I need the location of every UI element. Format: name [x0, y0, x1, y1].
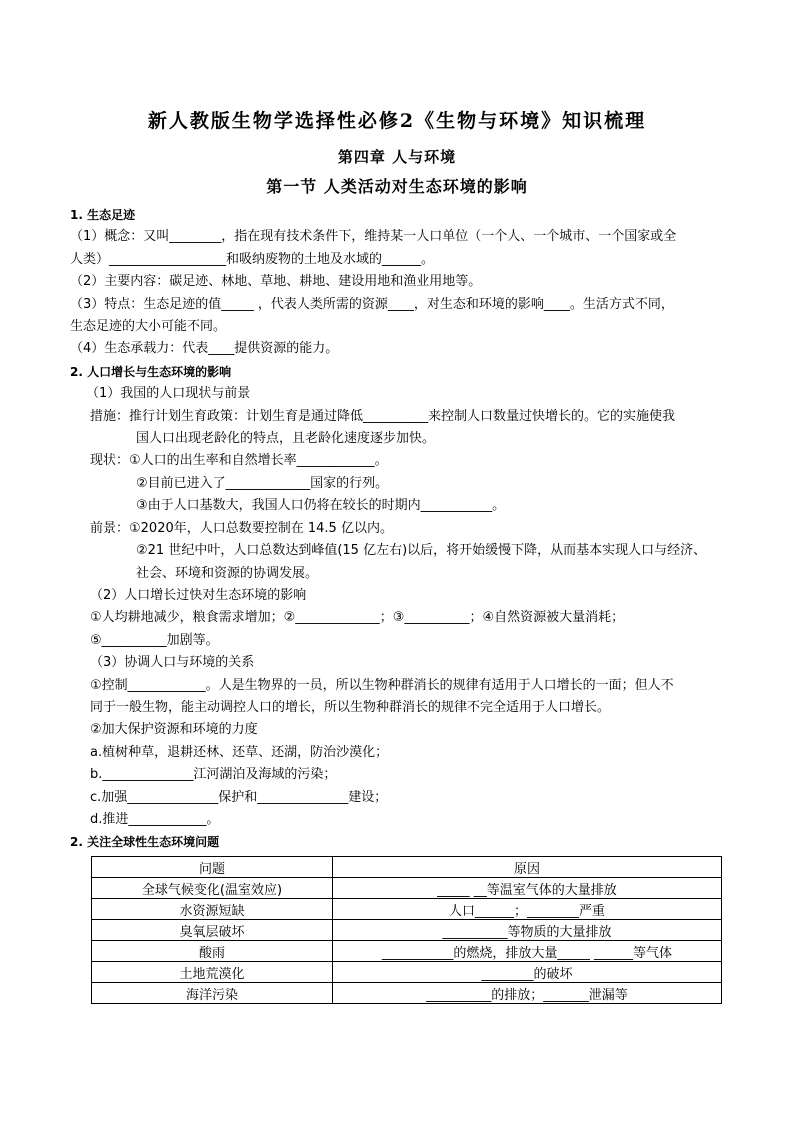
- subheading: （1）我国的人口现状与前景: [86, 386, 251, 402]
- paragraph-line: ⑤__________加剧等。: [90, 632, 219, 648]
- paragraph-line: （4）生态承载力：代表____提供资源的能力。: [70, 341, 339, 357]
- subheading: （3）协调人口与环境的关系: [90, 655, 255, 671]
- paragraph-line: ②21 世纪中叶，人口总数达到峰值(15 亿左右)以后，将开始缓慢下降，从而基本实现人口与经济、: [136, 543, 707, 559]
- column-header-cause: 原因: [333, 857, 722, 878]
- global-issues-table: [91, 856, 722, 1004]
- paragraph-line: 国人口出现老龄化的特点，且老龄化速度逐步加快。: [136, 431, 436, 447]
- heading-ecological-footprint: 1. 生态足迹: [70, 208, 136, 222]
- issue-cell: 酸雨: [92, 941, 333, 962]
- paragraph-line: 措施：推行计划生育政策：计划生育是通过降低__________来控制人口数量过快增长的。它的实施使我: [90, 408, 676, 424]
- column-header-issue: 问题: [92, 857, 333, 878]
- cause-cell: ________的破坏: [333, 962, 722, 983]
- list-item: d.推进____________。: [90, 811, 220, 827]
- paragraph-line: ①人均耕地减少，粮食需求增加；②_____________；③__________；④自然资源被大量消耗；: [90, 610, 625, 626]
- table-row: [92, 962, 722, 983]
- paragraph-line: （3）特点：生态足迹的值_____ ，代表人类所需的资源____，对生态和环境的影响____。生活方式不同，: [70, 296, 674, 312]
- paragraph-line: ②加大保护资源和环境的力度: [90, 722, 258, 738]
- paragraph-line: 现状：①人口的出生率和自然增长率____________。: [90, 453, 388, 469]
- document-title: 新人教版生物学选择性必修2《生物与环境》知识梳理: [147, 110, 647, 132]
- issue-cell: 水资源短缺: [92, 899, 333, 920]
- paragraph-line: 同于一般生物，能主动调控人口的增长，所以生物种群消长的规律不完全适用于人口增长。: [90, 699, 611, 715]
- paragraph-line: ③由于人口基数大，我国人口仍将在较长的时期内___________。: [136, 498, 506, 514]
- issue-cell: 全球气候变化(温室效应): [92, 878, 333, 899]
- paragraph-line: 前景：①2020年，人口总数要控制在 14.5 亿以内。: [90, 520, 393, 536]
- issue-cell: 土地荒漠化: [92, 962, 333, 983]
- list-item: c.加强______________保护和______________建设；: [90, 789, 388, 805]
- paragraph-line: ②目前已进入了_____________国家的行列。: [136, 475, 389, 491]
- heading-global-issues: 2. 关注全球性生态环境问题: [70, 835, 220, 850]
- paragraph-line: （2）主要内容：碳足迹、林地、草地、耕地、建设用地和渔业用地等。: [70, 274, 482, 290]
- section-heading: 第一节 人类活动对生态环境的影响: [266, 177, 528, 196]
- table-row: [92, 899, 722, 920]
- heading-population-growth: 2. 人口增长与生态环境的影响: [70, 364, 232, 379]
- document-body: [70, 204, 726, 854]
- list-item: a.植树种草，退耕还林、还草、还湖，防治沙漠化；: [90, 744, 389, 760]
- paragraph-line: （1）概念：又叫________，指在现有技术条件下，维持某一人口单位（一个人、一个城市、一个国家或全: [70, 229, 677, 245]
- cause-cell: __________的排放；_______泄漏等: [333, 983, 722, 1004]
- cause-cell: __________等物质的大量排放: [333, 920, 722, 941]
- chapter-heading: 第四章 人与环境: [337, 148, 457, 166]
- paragraph-line: 生态足迹的大小可能不同。: [70, 319, 227, 335]
- paragraph-line: 人类）__________________和吸纳废物的土地及水域的______。: [70, 251, 435, 267]
- cause-cell: ___________的燃烧，排放大量_____ ______等气体: [333, 941, 722, 962]
- issue-cell: 海洋污染: [92, 983, 333, 1004]
- subheading: （2）人口增长过快对生态环境的影响: [90, 587, 307, 603]
- table-row: [92, 878, 722, 899]
- list-item: b.______________江河湖泊及海域的污染；: [90, 767, 337, 783]
- cause-cell: _____ __等温室气体的大量排放: [333, 878, 722, 899]
- cause-cell: 人口______；________严重: [333, 899, 722, 920]
- table-row: [92, 941, 722, 962]
- paragraph-line: 社会、环境和资源的协调发展。: [136, 565, 319, 581]
- paragraph-line: ①控制____________。人是生物界的一员，所以生物种群消长的规律有适用于人口增长的一面；但人不: [90, 677, 674, 693]
- table-row: [92, 920, 722, 941]
- issue-cell: 臭氧层破坏: [92, 920, 333, 941]
- table-row: [92, 983, 722, 1004]
- table-header-row: [92, 857, 722, 878]
